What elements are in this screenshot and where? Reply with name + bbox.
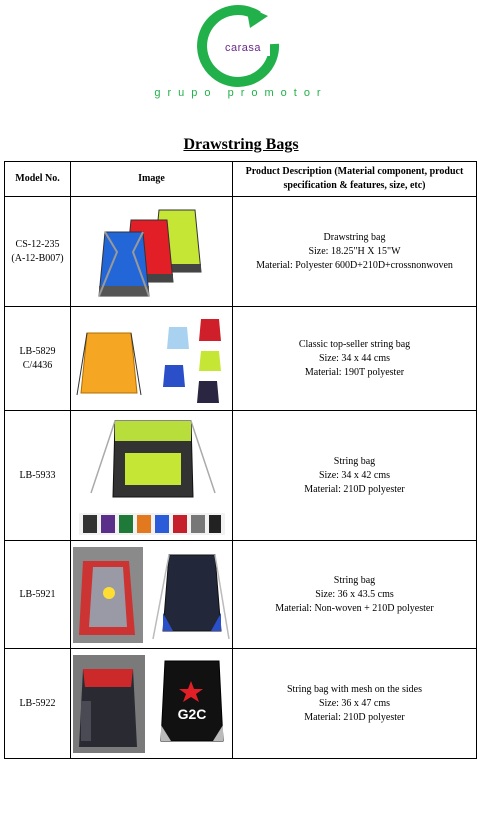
image-cell — [71, 197, 233, 307]
model-number: LB-5933 — [19, 469, 56, 481]
description-cell — [233, 197, 477, 307]
model-cell — [5, 411, 71, 541]
description-material: Material: 210D polyester — [304, 483, 405, 495]
image-cell — [71, 541, 233, 649]
description-title: String bag — [333, 455, 376, 467]
description-material: Material: Non-woven + 210D polyester — [275, 602, 434, 614]
description-size: Size: 36 x 43.5 cms — [315, 588, 394, 600]
non-woven-string-bag-image — [73, 543, 231, 647]
mesh-string-bag-image — [73, 651, 231, 757]
description-size: Size: 36 x 47 cms — [318, 697, 391, 709]
classic-string-bag-colors-image — [73, 311, 231, 407]
image-cell — [71, 307, 233, 411]
description-material: Material: 190T polyester — [304, 366, 405, 378]
description-title: String bag with mesh on the sides — [287, 683, 422, 695]
description-cell — [233, 411, 477, 541]
image-cell — [71, 649, 233, 759]
description-cell — [233, 541, 477, 649]
description-cell — [233, 649, 477, 759]
table-row — [5, 307, 477, 411]
model-alt-number: (A-12-B007) — [11, 252, 64, 264]
model-number: LB-5922 — [19, 697, 56, 709]
header-image: Image — [71, 162, 233, 197]
model-number: CS-12-235 — [15, 238, 60, 250]
description-title: Drawstring bag — [323, 231, 386, 243]
table-row — [5, 197, 477, 307]
description-cell — [233, 307, 477, 411]
table-header-row — [5, 162, 477, 197]
description-material: Material: Polyester 600D+210D+crossnonwoven — [256, 259, 453, 271]
products-table — [4, 161, 477, 759]
logo — [0, 0, 482, 110]
drawstring-bag-trio-image — [77, 202, 227, 302]
header-model: Model No. — [5, 162, 71, 197]
logo-brand-text: carasa — [216, 40, 270, 56]
header-description: Product Description (Material component, product specification & features, size, etc) — [233, 162, 477, 197]
model-cell — [5, 307, 71, 411]
model-alt-number: C/4436 — [22, 359, 53, 371]
table-row — [5, 541, 477, 649]
model-cell — [5, 541, 71, 649]
logo-tagline: grupo promotor — [154, 87, 328, 99]
description-size: Size: 34 x 44 cms — [318, 352, 391, 364]
sport-string-bag-image — [73, 413, 231, 539]
description-size: Size: 18.25"H X 15"W — [308, 245, 401, 257]
model-cell — [5, 649, 71, 759]
model-number: LB-5829 — [19, 345, 56, 357]
g2c-print-text: G2C — [177, 705, 206, 722]
document-title: Drawstring Bags — [183, 136, 299, 153]
image-cell — [71, 411, 233, 541]
description-size: Size: 34 x 42 cms — [318, 469, 391, 481]
description-title: String bag — [333, 574, 376, 586]
table-row — [5, 649, 477, 759]
model-cell — [5, 197, 71, 307]
description-material: Material: 210D polyester — [304, 711, 405, 723]
model-number: LB-5921 — [19, 588, 56, 600]
table-row — [5, 411, 477, 541]
description-title: Classic top-seller string bag — [298, 338, 411, 350]
